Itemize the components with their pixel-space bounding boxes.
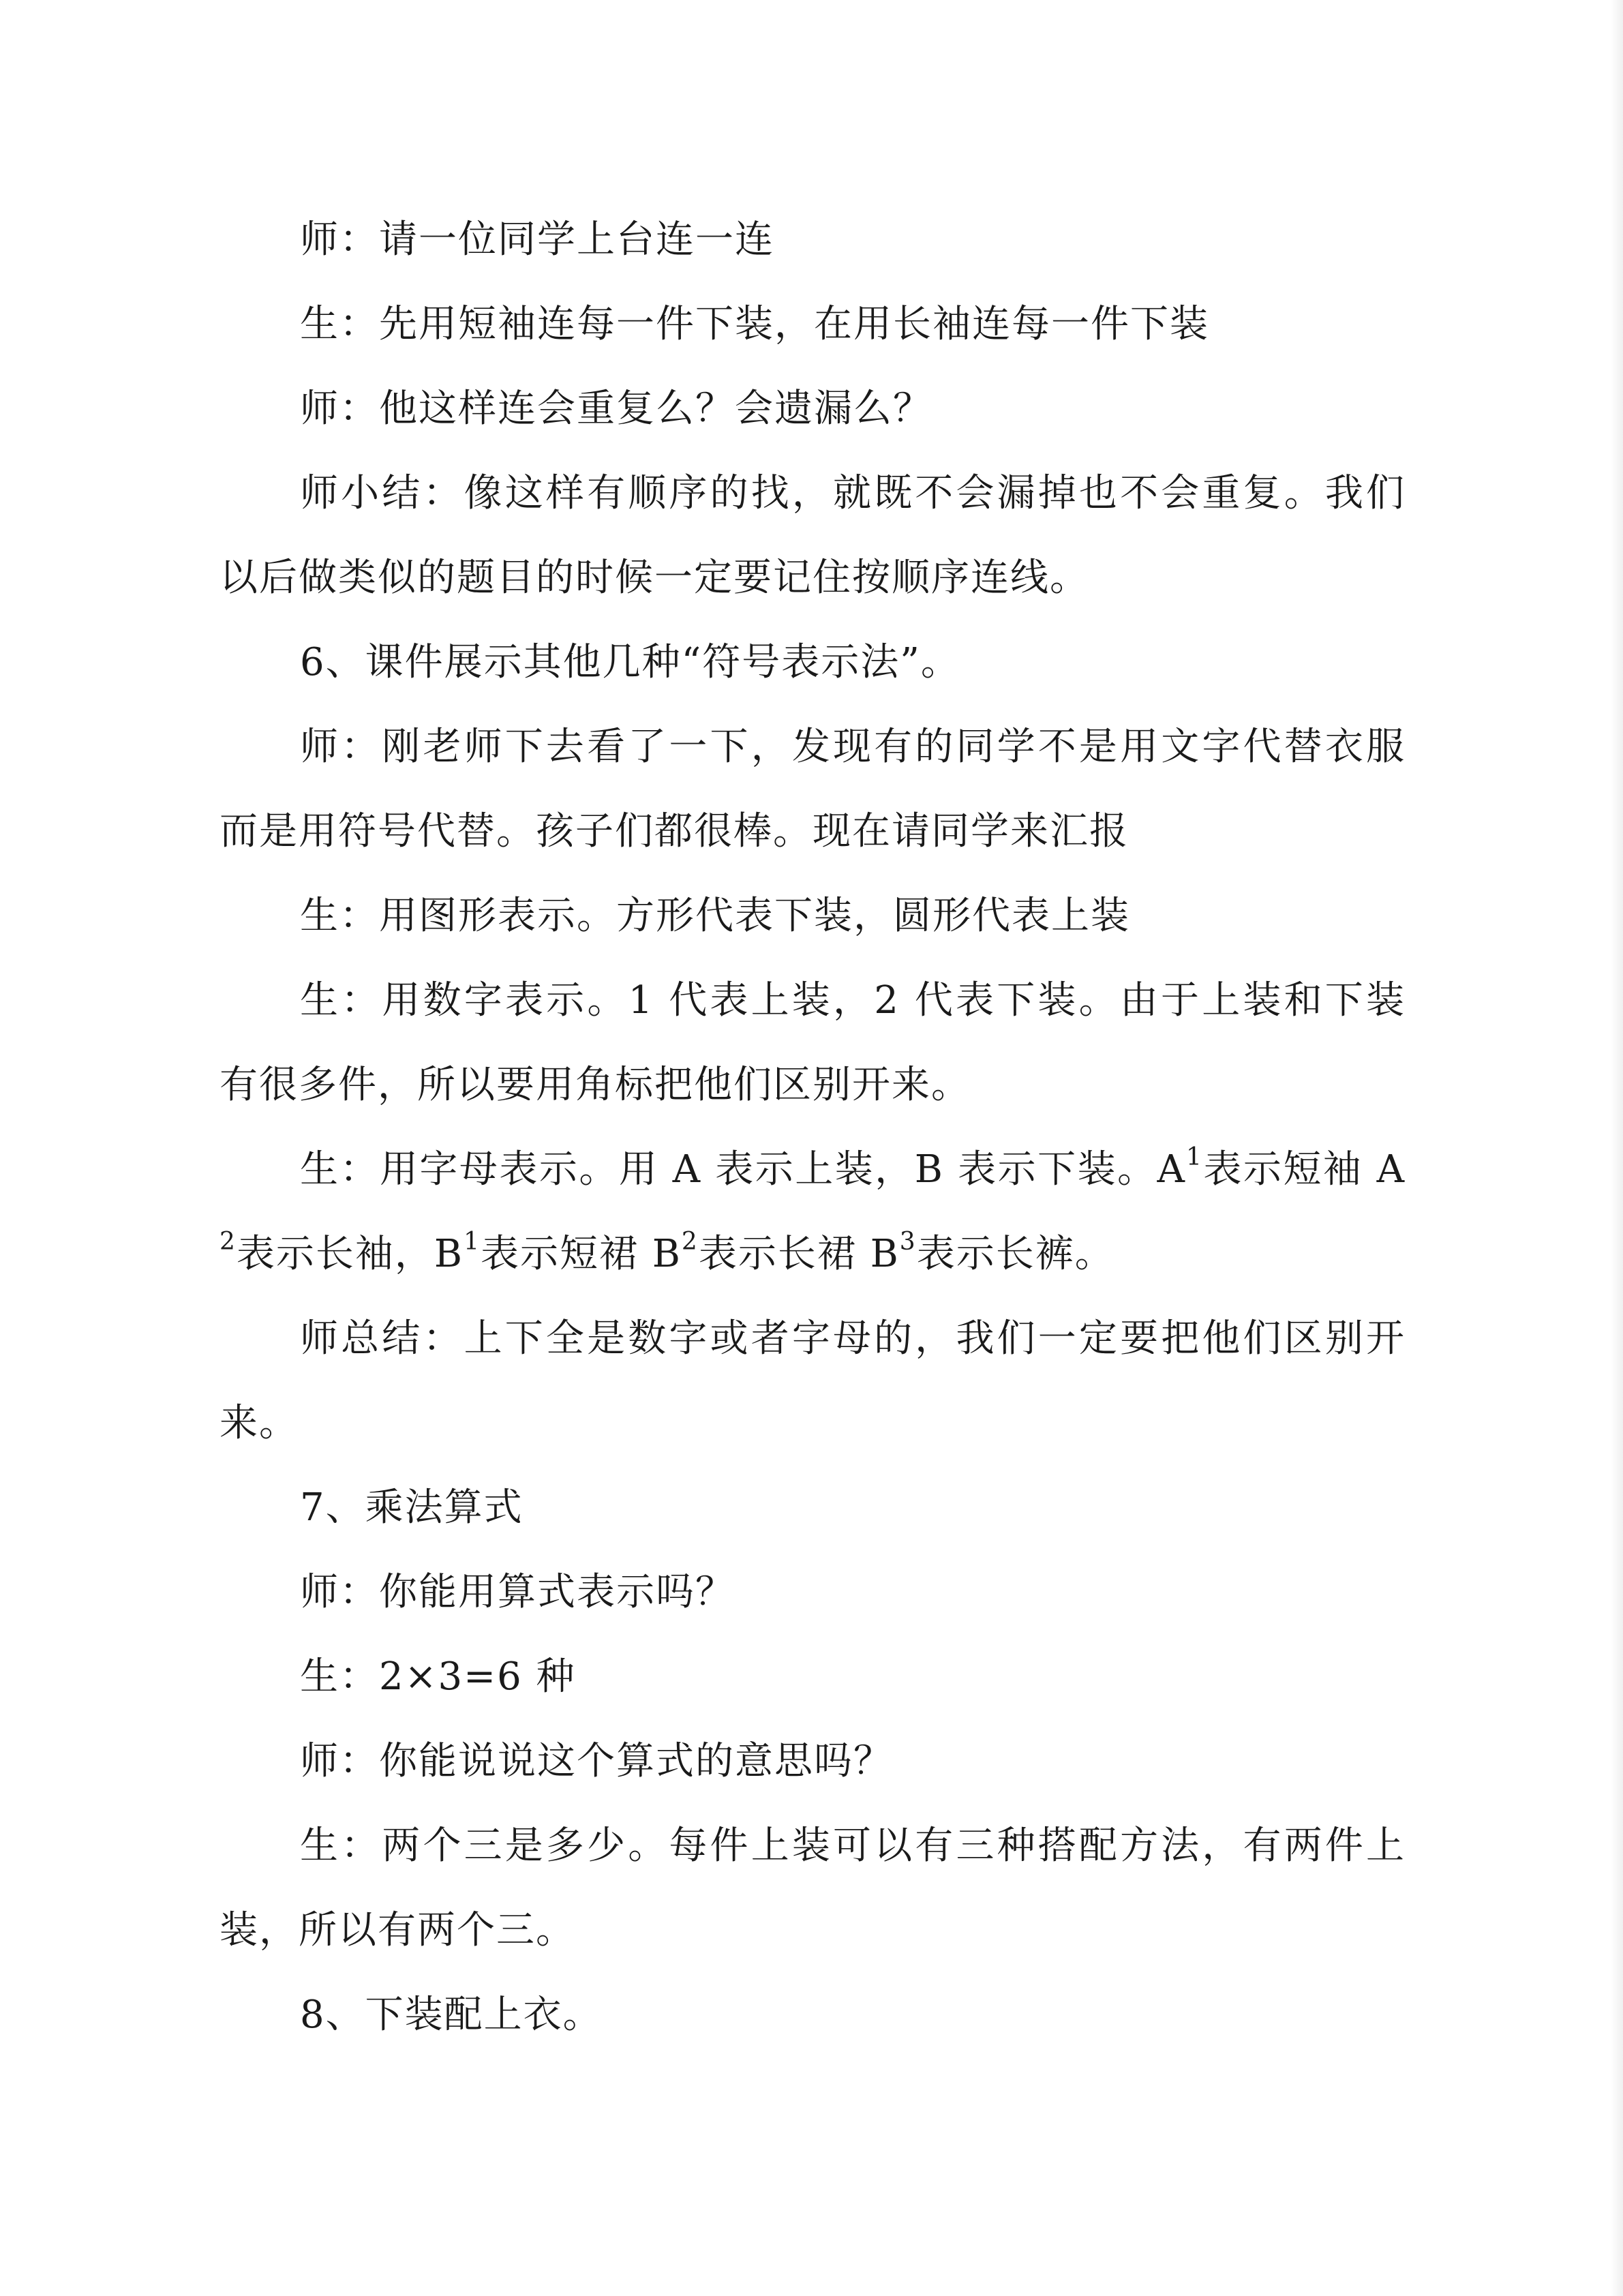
letters-text-6: 表示长裤。 (916, 1232, 1114, 1276)
superscript-4: 2 (681, 1227, 699, 1256)
paragraph-section-6: 6、课件展示其他几种“符号表示法”。 (300, 640, 960, 684)
superscript-1: 1 (1185, 1143, 1203, 1171)
paragraph-teacher-summary: 师小结：像这样有顺序的找，就既不会漏掉也不会重复。我们以后做类似的题目的时候一定要记住按顺序连线。 (219, 471, 1406, 600)
paragraph-teacher-observe: 师：刚老师下去看了一下，发现有的同学不是用文字代替衣服而是用符号代替。孩子们都很棒。现在请同学来汇报 (219, 725, 1406, 854)
page-edge-shadow (1611, 0, 1623, 2296)
paragraph-section-7: 7、乘法算式 (300, 1485, 524, 1530)
paragraph-teacher-meaning: 师：你能说说这个算式的意思吗？ (300, 1739, 893, 1783)
paragraph-teacher-conclusion: 师总结：上下全是数字或者字母的，我们一定要把他们区别开来。 (219, 1316, 1406, 1445)
paragraph-student-meaning: 生：两个三是多少。每件上装可以有三种搭配方法，有两件上装，所以有两个三。 (219, 1824, 1406, 1952)
paragraph-teacher-invite: 师：请一位同学上台连一连 (300, 217, 774, 262)
paragraph-teacher-formula: 师：你能用算式表示吗？ (300, 1570, 735, 1614)
paragraph-student-numbers: 生：用数字表示。1 代表上装，2 代表下装。由于上装和下装有很多件，所以要用角标把他们区别开来。 (219, 978, 1406, 1107)
letters-text-4: 表示短裙 B (480, 1232, 682, 1276)
letters-text-3: 表示长袖，B (236, 1232, 464, 1276)
paragraph-student-connect: 生：先用短袖连每一件下装，在用长袖连每一件下装 (300, 302, 1209, 346)
letters-text-2: 表示短袖 A (1202, 1147, 1406, 1192)
superscript-2: 2 (219, 1227, 237, 1256)
superscript-5: 3 (899, 1227, 917, 1256)
paragraph-student-shapes: 生：用图形表示。方形代表下装，圆形代表上装 (300, 894, 1130, 938)
superscript-3: 1 (464, 1227, 481, 1256)
paragraph-student-letters (219, 1128, 1406, 1297)
paragraph-section-8: 8、下装配上衣。 (300, 1993, 603, 2037)
letters-text-1: 生：用字母表示。用 A 表示上装，B 表示下装。A (300, 1147, 1186, 1192)
paragraph-teacher-question: 师：他这样连会重复么？会遗漏么？ (300, 387, 932, 431)
document-body (219, 198, 1406, 2057)
paragraph-student-formula: 生：2×3=6 种 (300, 1655, 576, 1699)
letters-text-5: 表示长裙 B (698, 1232, 900, 1276)
